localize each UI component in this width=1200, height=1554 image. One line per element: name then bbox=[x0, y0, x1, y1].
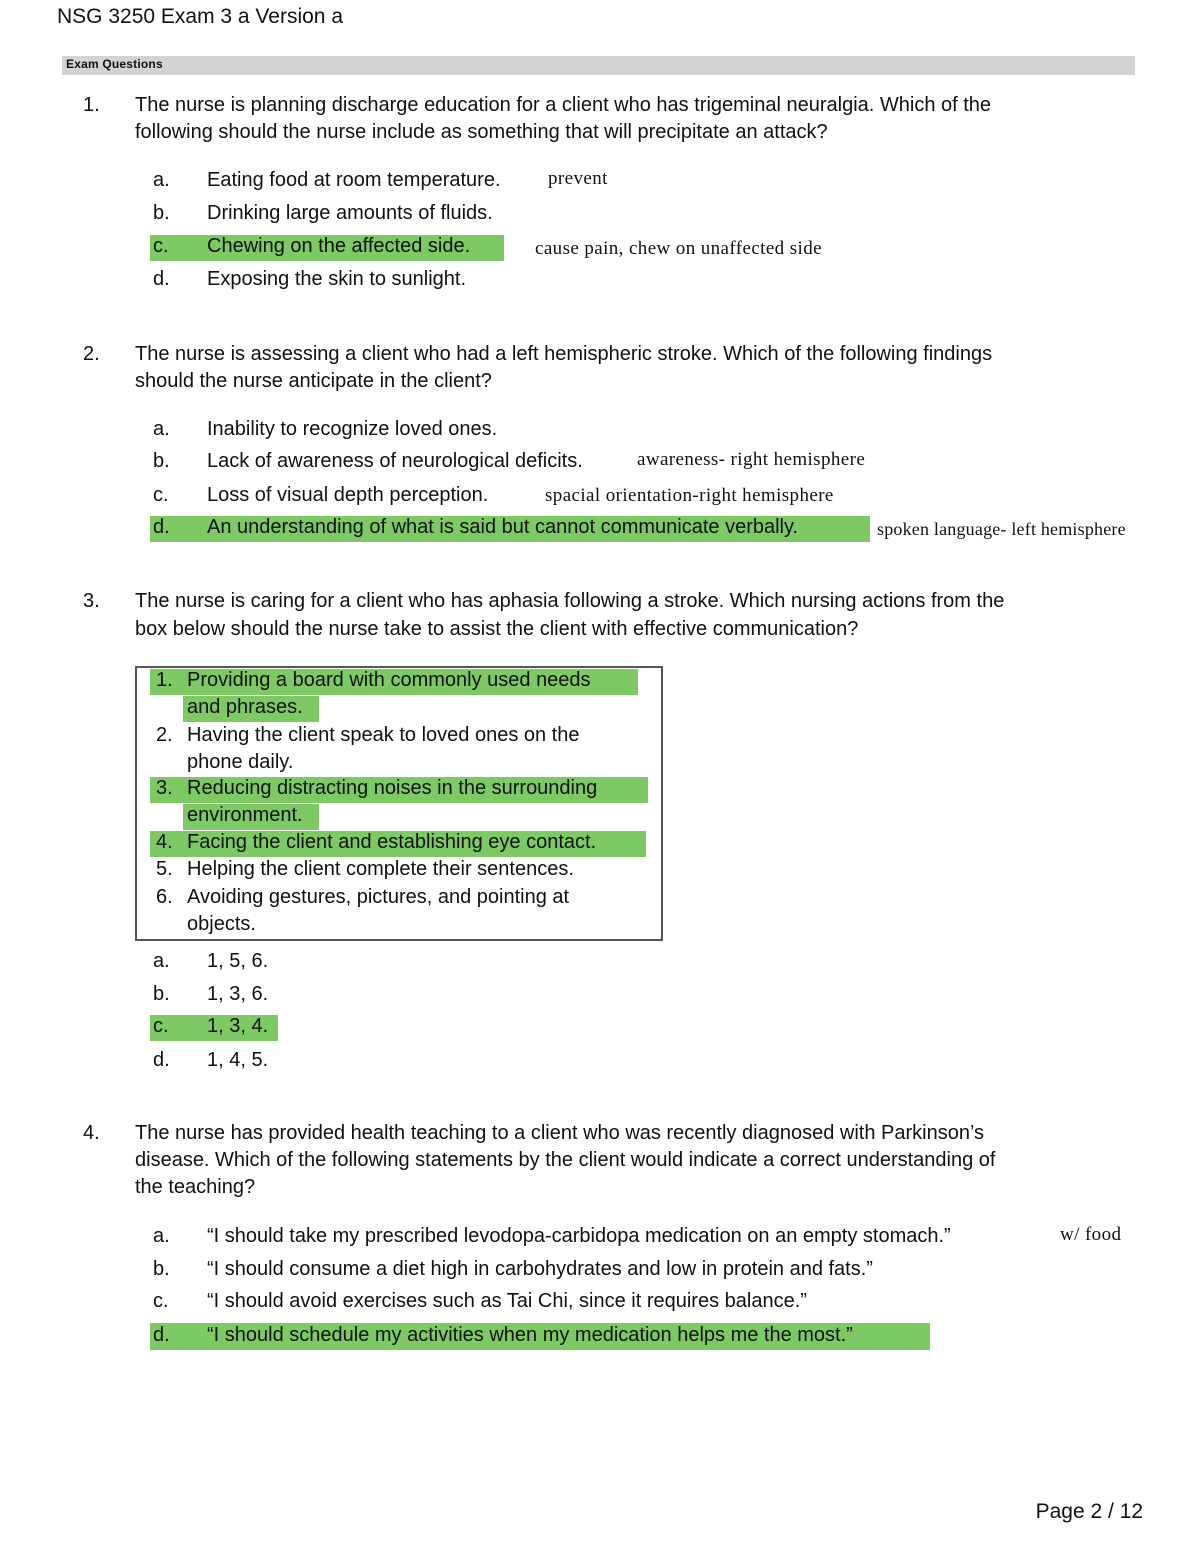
option-letter: d. bbox=[153, 516, 170, 538]
option-letter: a. bbox=[153, 1225, 170, 1247]
option-letter: b. bbox=[153, 1258, 170, 1280]
handwritten-note: spoken language- left hemisphere bbox=[877, 519, 1126, 539]
question-text-line: The nurse is caring for a client who has aphasia following a stroke. Which nursing actions from the bbox=[135, 590, 1005, 612]
option-letter: a. bbox=[153, 418, 170, 440]
option-text: “I should avoid exercises such as Tai Chi, since it requires balance.” bbox=[207, 1290, 807, 1312]
box-item-number: 2. bbox=[156, 724, 173, 746]
option-letter: b. bbox=[153, 202, 170, 224]
box-item-text: phone daily. bbox=[187, 751, 294, 773]
option-text: Chewing on the affected side. bbox=[207, 235, 471, 257]
box-item-text: Helping the client complete their sentences. bbox=[187, 858, 574, 880]
option-letter: c. bbox=[153, 484, 169, 506]
handwritten-note: spacial orientation-right hemisphere bbox=[545, 485, 834, 506]
question-text-line: disease. Which of the following statements by the client would indicate a correct understanding of bbox=[135, 1149, 996, 1171]
option-letter: a. bbox=[153, 950, 170, 972]
option-text: 1, 5, 6. bbox=[207, 950, 269, 972]
option-letter: c. bbox=[153, 1015, 169, 1037]
box-item-number: 1. bbox=[156, 669, 173, 691]
option-text: Loss of visual depth perception. bbox=[207, 484, 489, 506]
document-title: NSG 3250 Exam 3 a Version a bbox=[57, 5, 343, 28]
option-letter: b. bbox=[153, 450, 170, 472]
box-item-text: Avoiding gestures, pictures, and pointing at bbox=[187, 886, 570, 908]
handwritten-note: awareness- right hemisphere bbox=[637, 449, 866, 470]
question-text-line: the teaching? bbox=[135, 1176, 256, 1198]
page-number: Page 2 / 12 bbox=[1035, 1500, 1143, 1523]
option-text: Exposing the skin to sunlight. bbox=[207, 268, 467, 290]
question-text-line: The nurse is assessing a client who had a left hemispheric stroke. Which of the following findings bbox=[135, 343, 993, 365]
question-number: 4. bbox=[83, 1122, 100, 1144]
question-text-line: The nurse is planning discharge education for a client who has trigeminal neuralgia. Which of the bbox=[135, 94, 992, 116]
section-label: Exam Questions bbox=[66, 57, 163, 71]
option-text: Drinking large amounts of fluids. bbox=[207, 202, 493, 224]
box-item-text: Providing a board with commonly used needs bbox=[187, 669, 591, 691]
box-item-text: Having the client speak to loved ones on the bbox=[187, 724, 580, 746]
option-letter: c. bbox=[153, 1290, 169, 1312]
option-text: “I should consume a diet high in carbohydrates and low in protein and fats.” bbox=[207, 1258, 873, 1280]
option-letter: a. bbox=[153, 169, 170, 191]
option-letter: d. bbox=[153, 1049, 170, 1071]
option-text: Lack of awareness of neurological deficits. bbox=[207, 450, 583, 472]
option-text: 1, 3, 6. bbox=[207, 983, 269, 1005]
question-number: 3. bbox=[83, 590, 100, 612]
question-text-line: should the nurse anticipate in the client? bbox=[135, 370, 492, 392]
question-text-line: following should the nurse include as something that will precipitate an attack? bbox=[135, 121, 828, 143]
box-item-text: and phrases. bbox=[187, 696, 303, 718]
option-letter: d. bbox=[153, 1324, 170, 1346]
option-letter: b. bbox=[153, 983, 170, 1005]
question-number: 1. bbox=[83, 94, 100, 116]
box-item-number: 5. bbox=[156, 858, 173, 880]
box-item-text: Facing the client and establishing eye contact. bbox=[187, 831, 597, 853]
question-text-line: The nurse has provided health teaching to a client who was recently diagnosed with Parkinson’s bbox=[135, 1122, 985, 1144]
handwritten-note: cause pain, chew on unaffected side bbox=[535, 238, 822, 259]
box-item-number: 4. bbox=[156, 831, 173, 853]
question-text-line: box below should the nurse take to assist the client with effective communication? bbox=[135, 618, 859, 640]
handwritten-note: prevent bbox=[548, 168, 608, 189]
section-header-bar bbox=[62, 56, 1135, 75]
option-text: “I should take my prescribed levodopa-carbidopa medication on an empty stomach.” bbox=[207, 1225, 951, 1247]
option-letter: d. bbox=[153, 268, 170, 290]
question-number: 2. bbox=[83, 343, 100, 365]
option-text: 1, 4, 5. bbox=[207, 1049, 269, 1071]
option-text: 1, 3, 4. bbox=[207, 1015, 269, 1037]
option-text: Eating food at room temperature. bbox=[207, 169, 501, 191]
option-text: An understanding of what is said but cannot communicate verbally. bbox=[207, 516, 799, 538]
option-text: Inability to recognize loved ones. bbox=[207, 418, 498, 440]
box-item-number: 3. bbox=[156, 777, 173, 799]
handwritten-note: w/ food bbox=[1060, 1224, 1122, 1245]
box-item-number: 6. bbox=[156, 886, 173, 908]
box-item-text: Reducing distracting noises in the surrounding bbox=[187, 777, 598, 799]
box-item-text: objects. bbox=[187, 913, 256, 935]
option-letter: c. bbox=[153, 235, 169, 257]
box-item-text: environment. bbox=[187, 804, 303, 826]
option-text: “I should schedule my activities when my medication helps me the most.” bbox=[207, 1324, 853, 1346]
